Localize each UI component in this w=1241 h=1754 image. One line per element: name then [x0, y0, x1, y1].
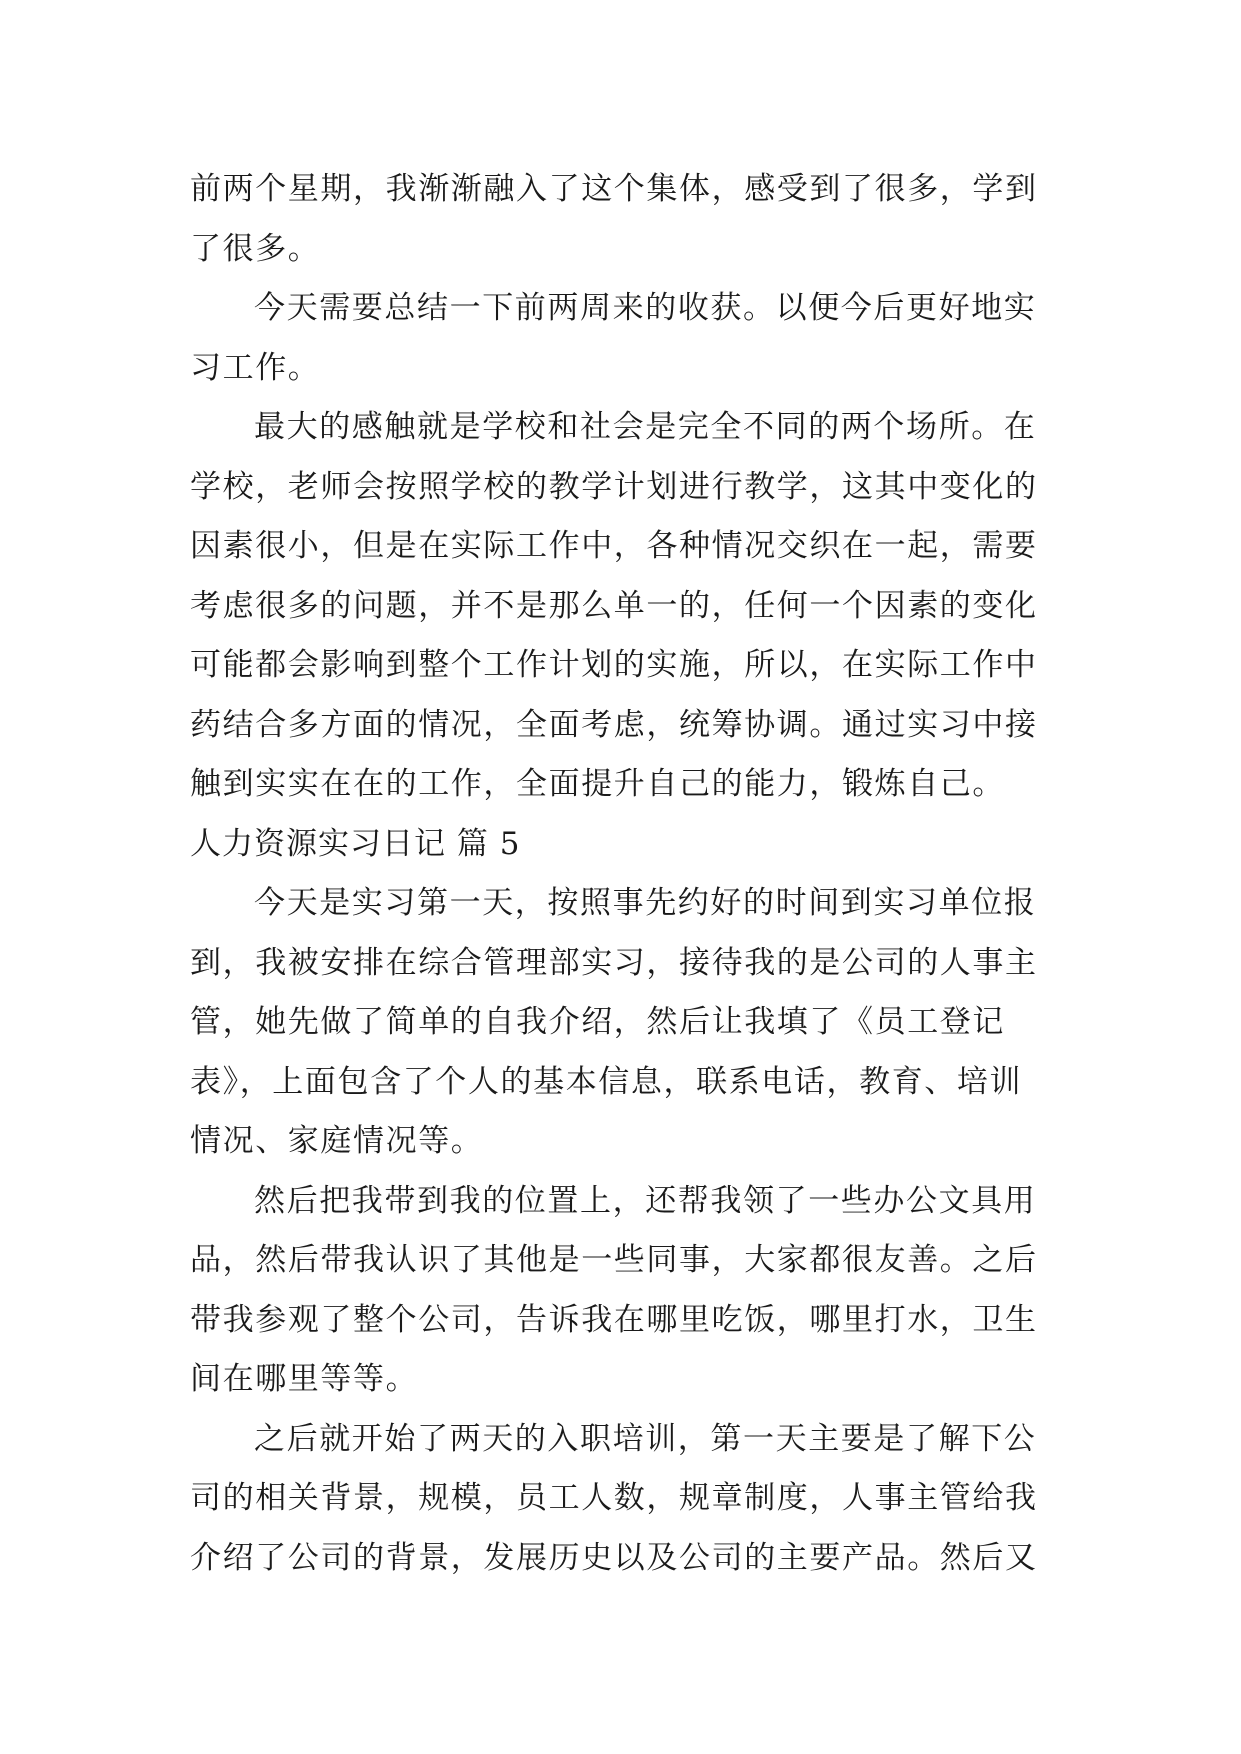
text-line: 介绍了公司的背景，发展历史以及公司的主要产品。然后又: [190, 1539, 1038, 1576]
text-line: 前两个星期，我渐渐融入了这个集体，感受到了很多，学到: [190, 171, 1038, 207]
document-page: [190, 160, 1050, 1588]
text-line: 品，然后带我认识了其他是一些同事，大家都很友善。之后: [190, 1242, 1038, 1278]
text-line: 了很多。: [190, 230, 321, 267]
text-line: 带我参观了整个公司，告诉我在哪里吃饭，哪里打水，卫生: [190, 1301, 1038, 1338]
text-line: 表》，上面包含了个人的基本信息，联系电话，教育、培训: [190, 1063, 1023, 1100]
text-line: 可能都会影响到整个工作计划的实施，所以，在实际工作中: [190, 647, 1038, 683]
text-line: 到，我被安排在综合管理部实习，接待我的是公司的人事主: [190, 944, 1038, 981]
paragraph-start-line: 然后把我带到我的位置上，还帮我领了一些办公文具用: [254, 1182, 1037, 1219]
text-line: 管，她先做了简单的自我介绍，然后让我填了《员工登记: [190, 1004, 1005, 1040]
paragraph-start-line: 最大的感触就是学校和社会是完全不同的两个场所。在: [254, 409, 1037, 445]
section-heading: 人力资源实习日记 篇 5: [190, 825, 521, 862]
text-line: 习工作。: [190, 349, 321, 386]
text-line: 触到实实在在的工作，全面提升自己的能力，锻炼自己。: [190, 766, 1005, 802]
paragraph-start-line: 今天是实习第一天，按照事先约好的时间到实习单位报: [254, 885, 1037, 921]
text-line: 间在哪里等等。: [190, 1361, 419, 1397]
paragraph-start-line: 之后就开始了两天的入职培训，第一天主要是了解下公: [254, 1420, 1037, 1457]
paragraph-start-line: 今天需要总结一下前两周来的收获。以便今后更好地实: [254, 290, 1037, 326]
text-line: 学校，老师会按照学校的教学计划进行教学，这其中变化的: [190, 468, 1038, 505]
text-line: 考虑很多的问题，并不是那么单一的，任何一个因素的变化: [190, 587, 1038, 624]
text-line: 因素很小，但是在实际工作中，各种情况交织在一起，需要: [190, 528, 1038, 564]
text-line: 情况、家庭情况等。: [190, 1123, 484, 1159]
text-line: 司的相关背景，规模，员工人数，规章制度，人事主管给我: [190, 1480, 1038, 1516]
text-line: 药结合多方面的情况，全面考虑，统筹协调。通过实习中接: [190, 706, 1038, 743]
